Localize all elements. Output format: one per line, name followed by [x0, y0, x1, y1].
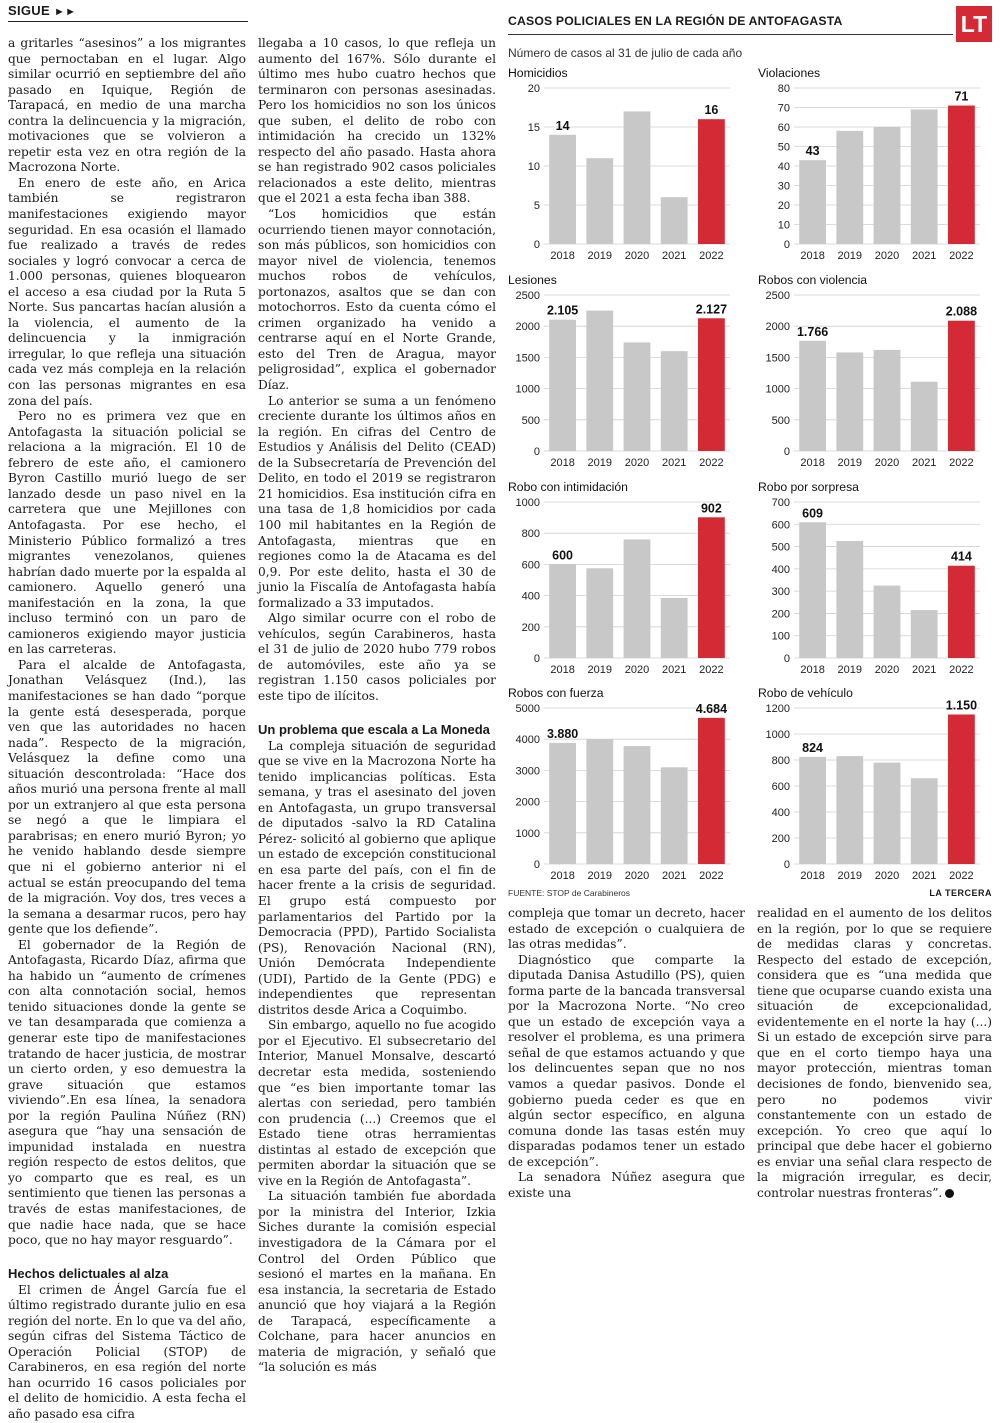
bar-2019: [836, 131, 863, 244]
paragraph: El crimen de Ángel García fue el último registrado durante julio en esa región del norte. En lo que va del año, según cifras del Sistema Táctico de Operación Policial (STOP) de Carabineros, en esa región del norte han ocurrido 16 casos policiales por el delito de homicidio. A esta fecha el año pasado esa cifra: [8, 1282, 246, 1422]
y-tick-label: 1000: [765, 383, 790, 396]
data-label: 71: [954, 89, 969, 104]
bar-2022: [698, 119, 725, 244]
y-tick-label: 500: [771, 414, 790, 427]
y-tick-label: 500: [771, 541, 790, 554]
paragraph: Sin embargo, aquello no fue acogido por el Ejecutivo. El subsecretario del Interior, Manuel Monsalve, descartó decretar esta medida, sosteniendo que “es bien importante tomar las alertas con seriedad, pero también con prudencia (...) Creemos que el Estado tiene otras herramientas distintas al estado de excepción que permiten abordar la situación que se vive en la Región de Antofagasta”.: [258, 1018, 496, 1188]
y-tick-label: 10: [777, 219, 790, 232]
bar-2022: [948, 715, 975, 865]
x-tick-label: 2021: [661, 250, 687, 262]
y-tick-label: 5: [533, 200, 540, 212]
y-tick-label: 400: [771, 807, 790, 819]
paragraph: compleja que tomar un decreto, hacer estado de excepción o cualquiera de las otras medidas”.: [508, 906, 745, 952]
y-tick-label: 1500: [515, 352, 540, 365]
chart-title: Lesiones: [508, 273, 557, 287]
chart-lesiones: [508, 273, 738, 473]
y-tick-label: 500: [521, 414, 540, 427]
chart-svg: [758, 686, 988, 886]
x-tick-label: 2018: [800, 870, 825, 882]
paragraph: En enero de este año, en Arica también se registraron manifestaciones exigiendo mayor seguridad. En esa ocasión el llamado fue realizado a través de redes sociales y logró convocar a cerca de 1.000 personas, quienes bloquearon el acceso a esa ciudad por la Ruta 5 Norte. Sus pancartas hacían alusión a la violencia, el aumento de la delincuencia y la inmigración irregular, lo que refleja una situación cada vez más compleja en la relación con las personas migrantes en esa zona del país.: [8, 175, 246, 408]
data-label: 43: [805, 144, 820, 159]
y-tick-label: 700: [771, 497, 790, 509]
x-tick-label: 2020: [874, 664, 900, 676]
x-tick-label: 2021: [911, 664, 937, 676]
x-tick-label: 2022: [699, 870, 724, 882]
bar-2020: [624, 342, 651, 451]
x-tick-label: 2020: [874, 870, 900, 882]
article-column-3: [508, 906, 745, 1201]
y-tick-label: 50: [777, 141, 790, 154]
bar-2019: [836, 541, 863, 658]
x-tick-label: 2021: [661, 664, 687, 676]
y-tick-label: 400: [521, 590, 540, 603]
bar-2018: [549, 320, 576, 451]
x-tick-label: 2021: [911, 457, 937, 469]
bar-2021: [911, 610, 938, 658]
section-heading: Hechos delictuales al alza: [8, 1265, 169, 1281]
bar-2019: [586, 739, 613, 864]
x-tick-label: 2018: [550, 664, 575, 676]
y-tick-label: 2000: [765, 321, 790, 334]
la-tercera-logo: LT: [956, 6, 992, 42]
x-tick-label: 2019: [587, 250, 613, 262]
y-tick-label: 70: [777, 102, 790, 115]
brand-label: LA TERCERA: [929, 888, 992, 898]
y-tick-label: 1000: [515, 383, 540, 396]
x-tick-label: 2022: [949, 250, 974, 262]
x-tick-label: 2018: [550, 457, 575, 469]
y-tick-label: 2500: [515, 290, 540, 302]
paragraph: [757, 906, 992, 1201]
chart-robo-con-intimidacion: [508, 480, 738, 680]
y-tick-label: 0: [533, 446, 540, 458]
y-tick-label: 5000: [515, 703, 540, 715]
x-tick-label: 2020: [624, 250, 650, 262]
y-tick-label: 0: [783, 859, 790, 871]
y-tick-label: 100: [771, 630, 790, 643]
x-tick-label: 2022: [699, 457, 724, 469]
chart-robo-por-sorpresa: [758, 480, 988, 680]
y-tick-label: 0: [783, 653, 790, 665]
x-tick-label: 2018: [550, 250, 575, 262]
y-tick-label: 20: [527, 83, 540, 95]
chart-title: Violaciones: [758, 66, 821, 80]
bar-2022: [698, 318, 725, 451]
bar-2022: [948, 106, 975, 244]
data-label: 16: [704, 103, 719, 118]
x-tick-label: 2020: [874, 250, 900, 262]
paragraph: Pero no es primera vez que en Antofagasta la situación policial se relaciona a la migración. El 10 de febrero de este año, el camionero Byron Castillo murió luego de ser lanzado desde un paso nivel en la carretera que une Mejillones con Antofagasta. Por ese hecho, el Ministerio Público formalizó a tres migrantes venezolanos, quienes habrían dado muerte por la espalda al camionero. Aquello generó una manifestación en la zona, la que incluso terminó con un paro de camioneros exigiendo mayor justicia en las carreteras.: [8, 409, 246, 657]
chart-title: Homicidios: [508, 66, 568, 80]
x-tick-label: 2021: [911, 870, 937, 882]
paragraph: “Los homicidios que están ocurriendo tienen mayor connotación, son más públicos, son homicidios con mayor nivel de violencia, tenemos muchos robos de vehículos, portonazos, asaltos que se dan con motochorros. Esto da cuenta cómo el crimen organizado ha venido a centrarse aquí en el Norte Grande, esto del Tren de Aragua, mayor peligrosidad”, explica el gobernador Díaz.: [258, 207, 496, 393]
x-tick-label: 2020: [624, 664, 650, 676]
chart-title: Robo de vehículo: [758, 686, 853, 700]
paragraph: La compleja situación de seguridad que se vive en la Macrozona Norte ha tenido implicancias políticas. Esta semana, y tras el asesinato del joven en Antofagasta, un grupo transversal de diputados -salvo la RD Catalina Pérez- solicitó al gobierno que aplique un estado de excepción constitucional en esa parte del país, con el fin de hacer frente a la crisis de seguridad. El grupo está compuesto por parlamentarios del Partido por la Democracia (PPD), Partido Socialista (PS), Renovación Nacional (RN), Unión Demócrata Independiente (UDI), Partido de la Gente (PDG) e independientes que representan distritos desde Arica a Coquimbo.: [258, 738, 496, 1017]
x-tick-label: 2020: [874, 457, 900, 469]
x-tick-label: 2022: [699, 250, 724, 262]
y-tick-label: 600: [771, 781, 790, 793]
y-tick-label: 30: [777, 180, 790, 193]
y-tick-label: 40: [777, 161, 790, 173]
chart-robo-de-vehiculo: [758, 686, 988, 886]
bar-2020: [874, 127, 901, 244]
x-tick-label: 2018: [800, 250, 825, 262]
y-tick-label: 80: [777, 83, 790, 95]
paragraph: Para el alcalde de Antofagasta, Jonathan Velásquez (Ind.), las manifestaciones se han dado “porque la gente está desesperada, porque ven que las autoridades no hacen nada”. Respecto de la migración, Velásquez la define como una situación descontrolada: “Hace dos años murió una persona frente al mall por un extranjero al que esta persona se negó a que le limpiara el parabrisas; en enero murió Byron; yo he venido hablando desde siempre que ni el gobierno anterior ni el actual se están preocupando del tema de la migración. Voy dos, tres veces a la semana a desarmar rucos, pero hay gente que los defiende”.: [8, 657, 246, 937]
y-tick-label: 200: [521, 621, 540, 634]
x-tick-label: 2022: [699, 664, 724, 676]
y-tick-label: 0: [533, 859, 540, 871]
y-tick-label: 300: [771, 586, 790, 599]
bar-2020: [874, 350, 901, 451]
y-tick-label: 600: [771, 519, 790, 532]
paragraph-text: realidad en el aumento de los delitos en la región, por lo que se requiere de medidas claras y concretas. Respecto del estado de excepción, considera que es “una medida que tiene que ocuparse cuando exista una situación de excepcionalidad, evidentemente en el norte la hay (...) Si un estado de excepción sirve para que en el corto tiempo haya una mayor protección, mientras toman decisiones de fondo, bienvenido sea, pero no podemos vivir constantemente con un estado de excepción. Yo creo que aquí lo principal que debe hacer el gobierno es enviar una señal clara respecto de la migración irregular, es decir, controlar nuestras fronteras”.: [757, 906, 992, 1200]
x-tick-label: 2018: [800, 664, 825, 676]
x-tick-label: 2019: [587, 457, 613, 469]
chart-title: Robos con violencia: [758, 273, 868, 287]
chart-svg: [758, 480, 988, 680]
x-tick-label: 2018: [550, 870, 575, 882]
x-tick-label: 2019: [837, 457, 863, 469]
bar-2019: [836, 352, 863, 451]
data-label: 600: [552, 548, 574, 563]
bar-2019: [586, 568, 613, 658]
bar-2018: [799, 522, 826, 658]
source-note: FUENTE: STOP de Carabineros: [508, 888, 631, 898]
y-tick-label: 800: [771, 755, 790, 767]
bar-2021: [911, 778, 938, 864]
data-label: 824: [802, 740, 824, 755]
chart-svg: [508, 273, 738, 473]
y-tick-label: 200: [771, 608, 790, 621]
y-tick-label: 0: [783, 239, 790, 251]
data-label: 3.880: [546, 726, 579, 741]
bar-2020: [874, 763, 901, 864]
x-tick-label: 2019: [587, 664, 613, 676]
y-tick-label: 400: [771, 563, 790, 576]
article-column-1: [8, 36, 246, 1423]
y-tick-label: 20: [777, 200, 790, 212]
bar-2019: [586, 311, 613, 451]
paragraph: Diagnóstico que comparte la diputada Danisa Astudillo (PS), quien forma parte de la bancada transversal por la Macrozona Norte. “No creo que un estado de excepción vaya a resolver el problema, es una primera señal de que estamos actuando y que los delincuentes sepan que no nos vamos a quedar pasivos. Donde el gobierno pueda ceder es que en algún sector específico, en alguna comuna donde las tasas estén muy disparadas podamos tener un estado de excepción”.: [508, 952, 745, 1169]
data-label: 2.088: [945, 304, 978, 319]
x-tick-label: 2022: [949, 870, 974, 882]
y-tick-label: 0: [533, 653, 540, 665]
chart-homicidios: [508, 66, 738, 266]
x-tick-label: 2020: [624, 457, 650, 469]
y-tick-label: 10: [527, 161, 540, 173]
data-label: 1.150: [945, 698, 978, 713]
bar-2020: [874, 586, 901, 658]
y-tick-label: 800: [521, 528, 540, 541]
bar-2018: [549, 135, 576, 244]
section-heading: Un problema que escala a La Moneda: [258, 721, 490, 737]
chart-svg: [758, 66, 988, 266]
y-tick-label: 15: [527, 122, 540, 134]
bar-2022: [948, 321, 975, 451]
y-tick-label: 1500: [765, 352, 790, 365]
chart-svg: [508, 66, 738, 266]
paragraph: llegaba a 10 casos, lo que refleja un aumento del 167%. Sólo durante el último mes hubo cuatro hechos que terminaron con personas asesinadas. Pero los homicidios no son los únicos que suben, el delito de robo con intimidación ha crecido un 132% respecto del año pasado. Hasta ahora se han registrado 902 casos policiales relacionados a este delito, mientras que el 2021 a esta fecha iban 388.: [258, 36, 496, 206]
chart-title: Robo con intimidación: [508, 480, 628, 494]
x-tick-label: 2022: [949, 664, 974, 676]
infographic: [508, 0, 992, 902]
y-tick-label: 1000: [515, 827, 540, 840]
bar-2021: [661, 767, 688, 864]
paragraph: Algo similar ocurre con el robo de vehículos, según Carabineros, hasta el 31 de julio de 2020 hubo 779 robos de automóviles, este año ya se registran 1.150 casos policiales por este tipo de ilícitos.: [258, 611, 496, 703]
y-tick-label: 60: [777, 122, 790, 134]
data-label: 14: [555, 118, 570, 133]
chart-violaciones: [758, 66, 988, 266]
chart-svg: [508, 480, 738, 680]
bar-2021: [661, 197, 688, 244]
bar-2022: [698, 517, 725, 658]
x-tick-label: 2019: [587, 870, 613, 882]
paragraph: La senadora Núñez asegura que existe una: [508, 1170, 745, 1200]
bar-2018: [799, 341, 826, 451]
double-arrow-icon: ►►: [53, 6, 77, 18]
infographic-subtitle: Número de casos al 31 de julio de cada año: [508, 46, 743, 60]
chart-svg: [758, 273, 988, 473]
x-tick-label: 2019: [837, 664, 863, 676]
bar-2018: [549, 743, 576, 864]
continued-label: [8, 3, 76, 18]
bar-2020: [624, 746, 651, 864]
paragraph: a gritarles “asesinos” a los migrantes que pernoctaban en el lugar. Algo similar ocurrió en septiembre del año pasado en Iquique, Región de Tarapacá, en medio de una marcha contra la delincuencia y la migración, motivaciones que se volvieron a repetir esta vez en otra región de la Macrozona Norte.: [8, 36, 246, 175]
y-tick-label: 0: [783, 446, 790, 458]
bar-2022: [948, 566, 975, 658]
chart-robos-con-violencia: [758, 273, 988, 473]
header-rule: [8, 21, 248, 22]
paragraph: Lo anterior se suma a un fenómeno creciente durante los últimos años en la región. En cifras del Centro de Estudios y Análisis del Delito (CEAD) de la Subsecretaría de Prevención del Delito, en todo el 2019 se registraron 21 homicidios. Esa institución cifra en una tasa de 1,8 homicidios por cada 100 mil habitantes en la Región de Antofagasta, mientras que en regiones como la de Atacama es del 0,9. Por este delito, hasta el 30 de junio la Fiscalía de Antofagasta había formalizado a 33 imputados.: [258, 393, 496, 610]
y-tick-label: 2000: [515, 796, 540, 809]
end-mark-icon: [945, 1189, 954, 1198]
continued-text: SIGUE: [8, 3, 50, 18]
y-tick-label: 4000: [515, 734, 540, 747]
data-label: 414: [950, 549, 972, 564]
x-tick-label: 2021: [661, 870, 687, 882]
data-label: 2.105: [546, 303, 579, 318]
x-tick-label: 2020: [624, 870, 650, 882]
bar-2018: [549, 564, 576, 658]
article-column-4: [757, 906, 992, 1201]
y-tick-label: 3000: [515, 765, 540, 778]
bar-2018: [799, 160, 826, 244]
article-column-2: [258, 36, 496, 1376]
bar-2020: [624, 111, 651, 244]
y-tick-label: 2500: [765, 290, 790, 302]
bar-2020: [624, 539, 651, 658]
paragraph: El gobernador de la Región de Antofagasta, Ricardo Díaz, afirma que ha habido un “aumento de crímenes con alta connotación social, hemos tenido situaciones donde la gente se ve tan desamparada que comienza a generar este tipo de manifestaciones tratando de hacer justicia, de mostrar un cierto orden, y eso demuestra la grave situación que estamos viviendo”.En esa línea, la senadora por la región Paulina Núñez (RN) asegura que “hay una sensación de impunidad instalada en nuestra región respecto de estos delitos, que yo comparto que es real, es un sentimiento que tienen las personas a través de estas manifestaciones, de que nadie hace nada, que se hace poco, que no hay mayor resguardo”.: [8, 937, 246, 1248]
y-tick-label: 600: [521, 559, 540, 572]
bar-2022: [698, 718, 725, 864]
paragraph: La situación también fue abordada por la ministra del Interior, Izkia Siches durante la comisión especial investigadora de la Cámara por el Control del Orden Público que sesionó el martes en la mañana. En esa instancia, la secretaria de Estado anunció que hoy viajará a la Región de Tarapacá, específicamente a Colchane, para hacer anuncios en materia de migración, y señaló que “la solución es más: [258, 1189, 496, 1375]
chart-title: Robos con fuerza: [508, 686, 604, 700]
y-tick-label: 1000: [765, 729, 790, 741]
data-label: 4.684: [695, 701, 728, 716]
y-tick-label: 1200: [765, 703, 790, 715]
bar-2021: [911, 382, 938, 451]
x-tick-label: 2021: [661, 457, 687, 469]
chart-title: Robo por sorpresa: [758, 480, 859, 494]
y-tick-label: 2000: [515, 321, 540, 334]
bar-2019: [836, 756, 863, 864]
bar-2019: [586, 158, 613, 244]
x-tick-label: 2022: [949, 457, 974, 469]
y-tick-label: 200: [771, 833, 790, 845]
x-tick-label: 2021: [911, 250, 937, 262]
infographic-rule: [508, 34, 953, 35]
bar-2021: [661, 598, 688, 658]
bar-2021: [911, 109, 938, 244]
chart-svg: [508, 686, 738, 886]
y-tick-label: 1000: [515, 497, 540, 509]
data-label: 902: [700, 501, 722, 516]
chart-robos-con-fuerza: [508, 686, 738, 886]
y-tick-label: 0: [533, 239, 540, 251]
infographic-title: CASOS POLICIALES EN LA REGIÓN DE ANTOFAGASTA: [508, 14, 843, 28]
data-label: 2.127: [695, 302, 728, 317]
bar-2021: [661, 351, 688, 451]
x-tick-label: 2019: [837, 870, 863, 882]
data-label: 609: [802, 506, 824, 521]
data-label: 1.766: [796, 324, 829, 339]
x-tick-label: 2018: [800, 457, 825, 469]
x-tick-label: 2019: [837, 250, 863, 262]
bar-2018: [799, 757, 826, 864]
